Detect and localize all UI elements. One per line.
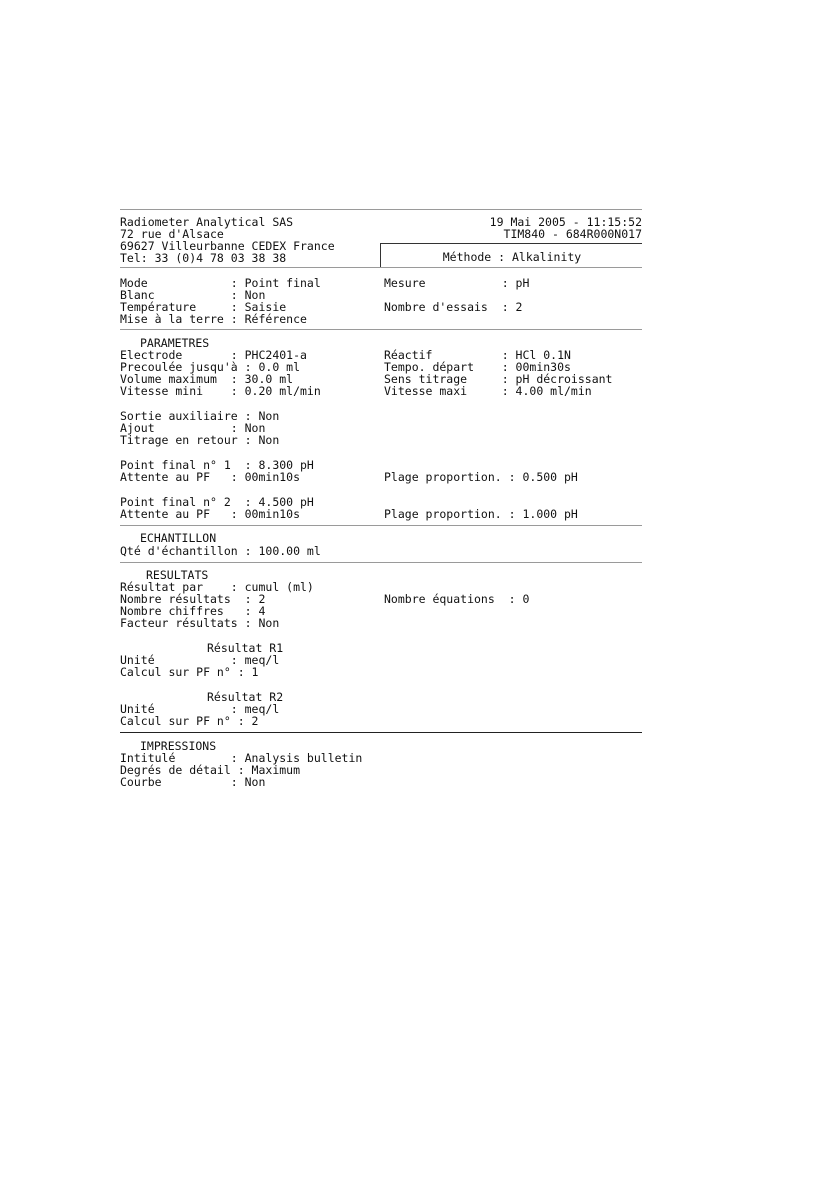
temperature-line: Température : Saisie: [120, 300, 287, 314]
section-title-resultats: RESULTATS: [146, 568, 209, 582]
divider: [120, 732, 642, 733]
param-line: Electrode : PHC2401-a: [120, 348, 307, 362]
earth-line: Mise à la terre : Référence: [120, 312, 307, 326]
divider: [120, 525, 642, 526]
sample-quantity-line: Qté d'échantillon : 100.00 ml: [120, 544, 321, 558]
divider: [120, 562, 642, 563]
section-title-impressions: IMPRESSIONS: [140, 739, 217, 753]
print-line: Intitulé : Analysis bulletin: [120, 751, 363, 765]
param-line: Attente au PF : 00min10s: [120, 470, 301, 484]
section-title-parametres: PARAMETRES: [140, 336, 210, 350]
param-line: Titrage en retour : Non: [120, 433, 280, 447]
mesure-line: Mesure : pH: [384, 276, 530, 290]
blanc-line: Blanc : Non: [120, 288, 266, 302]
company-name: Radiometer Analytical SAS: [120, 215, 294, 229]
result-r1-line: Calcul sur PF n° : 1: [120, 665, 259, 679]
result-line: Nombre résultats : 2: [120, 592, 266, 606]
method-box: [380, 243, 642, 267]
divider: [120, 209, 642, 210]
param-line: Volume maximum : 30.0 ml: [120, 372, 294, 386]
result-line: Facteur résultats : Non: [120, 616, 280, 630]
instrument-id: TIM840 - 684R000N017: [503, 227, 642, 241]
result-r2-line: Unité : meq/l: [120, 702, 280, 716]
company-tel: Tel: 33 (0)4 78 03 38 38: [120, 251, 287, 265]
result-r1-line: Unité : meq/l: [120, 653, 280, 667]
param-line: Precoulée jusqu'à : 0.0 ml: [120, 360, 301, 374]
param-line: Ajout : Non: [120, 421, 266, 435]
result-r2-title: Résultat R2: [207, 690, 284, 704]
param-line: Réactif : HCl 0.1N: [384, 348, 571, 362]
param-line: Sortie auxiliaire : Non: [120, 409, 280, 423]
param-line: Attente au PF : 00min10s: [120, 507, 301, 521]
print-line: Degrés de détail : Maximum: [120, 763, 301, 777]
print-line: Courbe : Non: [120, 775, 266, 789]
param-line: Vitesse mini : 0.20 ml/min: [120, 384, 321, 398]
param-line: Plage proportion. : 0.500 pH: [384, 470, 578, 484]
result-line: Nombre chiffres : 4: [120, 604, 266, 618]
report-datetime: 19 Mai 2005 - 11:15:52: [489, 215, 642, 229]
mode-line: Mode : Point final: [120, 276, 321, 290]
divider: [120, 329, 642, 330]
result-r2-line: Calcul sur PF n° : 2: [120, 714, 259, 728]
param-line: Sens titrage : pH décroissant: [384, 372, 613, 386]
method-title: Méthode : Alkalinity: [442, 250, 582, 264]
param-line: Plage proportion. : 1.000 pH: [384, 507, 578, 521]
param-line: Tempo. départ : 00min30s: [384, 360, 571, 374]
param-line: Point final n° 1 : 8.300 pH: [120, 458, 314, 472]
company-city: 69627 Villeurbanne CEDEX France: [120, 239, 335, 253]
essais-line: Nombre d'essais : 2: [384, 300, 523, 314]
param-line: Point final n° 2 : 4.500 pH: [120, 495, 314, 509]
section-title-echantillon: ECHANTILLON: [140, 531, 217, 545]
result-r1-title: Résultat R1: [207, 641, 284, 655]
result-line: Résultat par : cumul (ml): [120, 580, 314, 594]
divider: [120, 267, 642, 268]
result-line: Nombre équations : 0: [384, 592, 530, 606]
company-street: 72 rue d'Alsace: [120, 227, 224, 241]
param-line: Vitesse maxi : 4.00 ml/min: [384, 384, 592, 398]
